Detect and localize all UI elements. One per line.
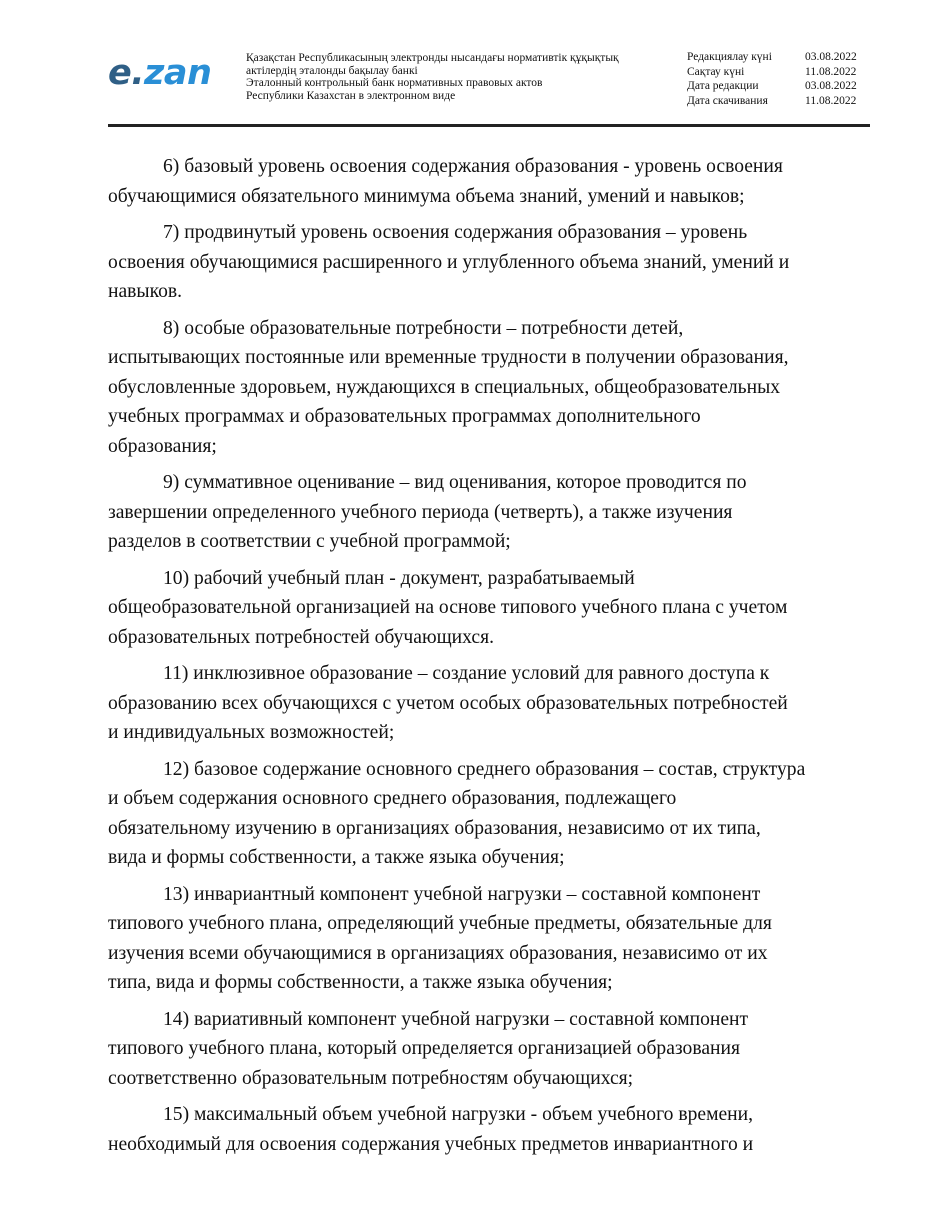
text-line: 11) инклюзивное образование – создание условий для равного доступа к <box>163 663 770 684</box>
description-line: актілердің эталонды бақылау банкі <box>246 64 418 77</box>
meta-value: 11.08.2022 <box>805 94 857 107</box>
document-body <box>108 152 870 1166</box>
text-line: 14) вариативный компонент учебной нагрузки – составной компонент <box>163 1008 749 1030</box>
description-line: Эталонный контрольный банк нормативных правовых актов <box>246 77 543 89</box>
text-line: вида и формы собственности, а также языка обучения; <box>108 847 565 868</box>
text-line: 13) инвариантный компонент учебной нагрузки – составной компонент <box>163 883 761 905</box>
paragraph <box>108 880 870 998</box>
text-line: типового учебного плана, определяющий учебные предметы, обязательные для <box>108 913 772 934</box>
meta-label: Редакциялау күні <box>687 51 772 63</box>
header-divider <box>108 124 870 127</box>
text-line: образовательных потребностей обучающихся. <box>108 626 495 648</box>
header-description <box>246 52 666 102</box>
paragraph <box>108 152 870 211</box>
text-line: соответственно образовательным потребностям обучающихся; <box>108 1067 634 1089</box>
paragraph <box>108 659 870 748</box>
paragraph <box>108 314 870 462</box>
description-line: Қазақстан Республикасының электронды нысандағы нормативтік құқықтық <box>246 52 619 64</box>
paragraph <box>108 1005 870 1094</box>
text-line: и индивидуальных возможностей; <box>108 722 395 743</box>
ezan-logo[interactable] <box>108 53 212 93</box>
text-line: 15) максимальный объем учебной нагрузки - объем учебного времени, <box>163 1104 754 1125</box>
text-line: обязательному изучению в организациях образования, независимо от их типа, <box>108 817 761 839</box>
logo-e: e <box>108 53 132 93</box>
text-line: 9) суммативное оценивание – вид оценивания, которое проводится по <box>163 472 747 493</box>
date-meta-table <box>687 50 875 108</box>
paragraph <box>108 468 870 557</box>
text-line: навыков. <box>108 281 183 302</box>
paragraph <box>108 564 870 653</box>
text-line: учебных программах и образовательных программах дополнительного <box>108 406 701 427</box>
meta-label: Сақтау күні <box>687 65 745 78</box>
text-line: испытывающих постоянные или временные трудности в получении образования, <box>108 347 789 368</box>
text-line: 10) рабочий учебный план - документ, разрабатываемый <box>163 567 635 589</box>
meta-row <box>687 94 875 109</box>
paragraph <box>108 755 870 873</box>
text-line: образования; <box>108 435 217 457</box>
meta-value: 03.08.2022 <box>805 80 857 92</box>
text-line: изучения всеми обучающимися в организациях образования, независимо от их <box>108 942 768 964</box>
text-line: обусловленные здоровьем, нуждающихся в специальных, общеобразовательных <box>108 376 781 398</box>
text-line: 12) базовое содержание основного среднего образования – состав, структура <box>163 758 806 780</box>
logo-zan: zan <box>144 53 212 93</box>
meta-row <box>687 50 875 65</box>
text-line: типового учебного плана, который определяется организацией образования <box>108 1038 741 1059</box>
text-line: освоения обучающимися расширенного и углубленного объема знаний, умений и <box>108 251 790 273</box>
meta-label: Дата редакции <box>687 80 759 92</box>
text-line: типа, вида и формы собственности, а также языка обучения; <box>108 972 613 993</box>
meta-row <box>687 65 875 80</box>
text-line: разделов в соответствии с учебной программой; <box>108 531 511 552</box>
text-line: завершении определенного учебного периода (четверть), а также изучения <box>108 501 733 523</box>
text-line: обучающимися обязательного минимума объема знаний, умений и навыков; <box>108 185 745 207</box>
paragraph <box>108 218 870 307</box>
text-line: необходимый для освоения содержания учебных предметов инвариантного и <box>108 1133 754 1155</box>
meta-label: Дата скачивания <box>687 94 768 107</box>
text-line: 7) продвинутый уровень освоения содержания образования – уровень <box>163 222 748 243</box>
meta-value: 03.08.2022 <box>805 51 857 63</box>
text-line: общеобразовательной организацией на основе типового учебного плана с учетом <box>108 597 788 618</box>
text-line: образованию всех обучающихся с учетом особых образовательных потребностей <box>108 692 788 714</box>
meta-value: 11.08.2022 <box>805 65 857 78</box>
logo-dot: . <box>131 53 145 93</box>
text-line: 8) особые образовательные потребности – потребности детей, <box>163 317 684 339</box>
text-line: и объем содержания основного среднего образования, подлежащего <box>108 788 677 809</box>
paragraph <box>108 1100 870 1159</box>
document-header <box>108 48 870 108</box>
description-line: Республики Казахстан в электронном виде <box>246 89 456 102</box>
text-line: 6) базовый уровень освоения содержания образования - уровень освоения <box>163 156 783 177</box>
meta-row <box>687 79 875 94</box>
